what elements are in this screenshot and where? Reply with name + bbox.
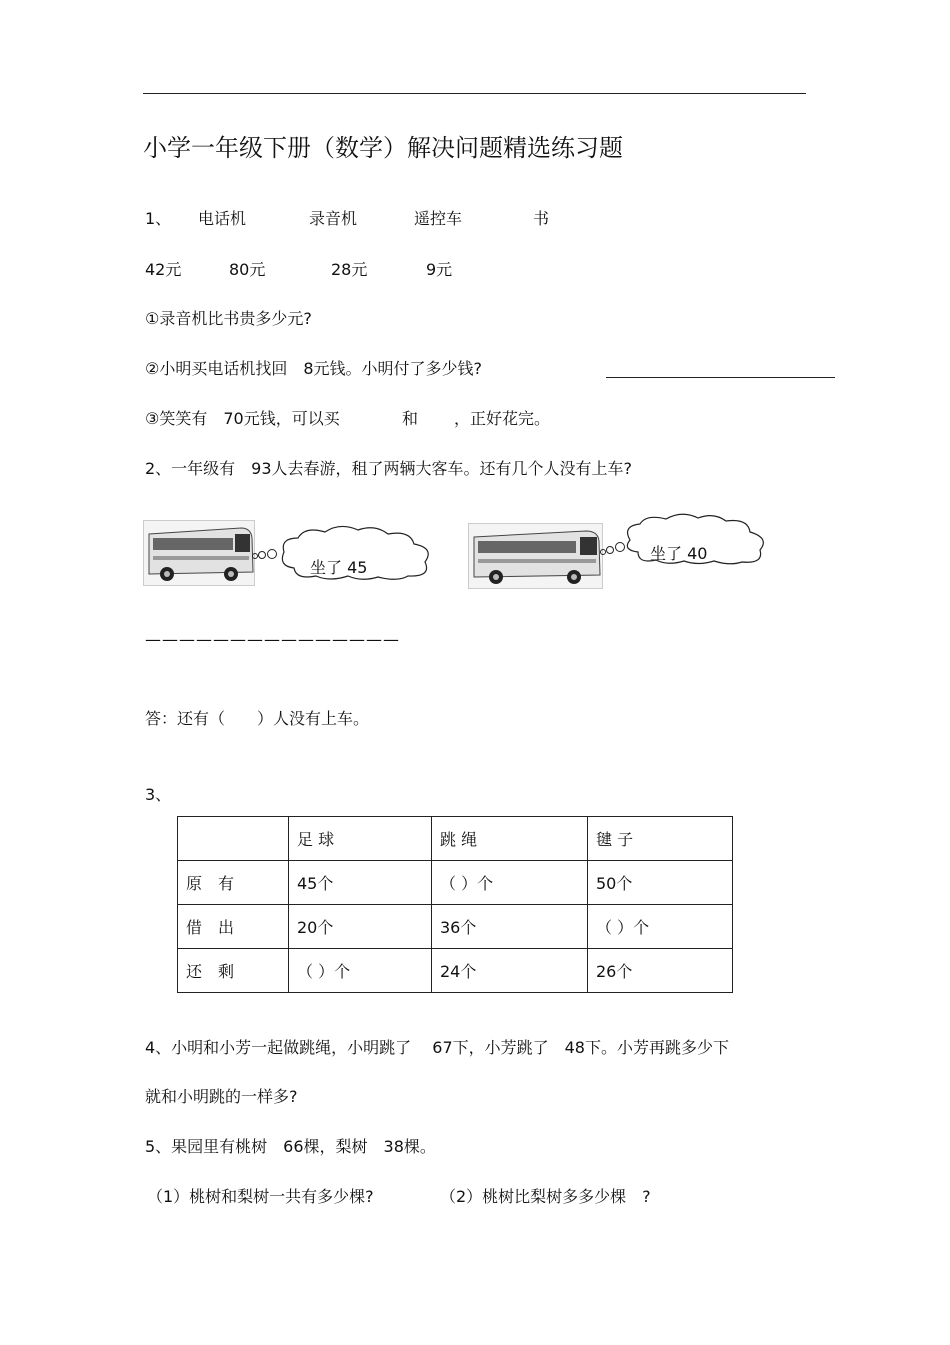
- q5-sub2: （2）桃树比梨树多多少棵 ?: [440, 1187, 651, 1206]
- q1-item-phone: 电话机: [198, 209, 247, 228]
- table-cell: [178, 817, 289, 861]
- q2-text: 2、一年级有 93人去春游，租了两辆大客车。还有几个人没有上车?: [145, 459, 633, 478]
- top-rule: [143, 93, 806, 94]
- q1-price-phone: 42元: [145, 260, 182, 279]
- table-row-label: 借 出: [178, 905, 289, 949]
- q1-sub3-b: 和: [402, 409, 419, 428]
- q1-price-book: 9元: [426, 260, 453, 279]
- table-row: [178, 905, 733, 949]
- bus1-label: 坐了 45: [310, 558, 368, 577]
- table-cell: 36个: [432, 905, 588, 949]
- q1-number: 1、: [145, 209, 172, 228]
- table-cell: 24个: [432, 949, 588, 993]
- table-cell: 45个: [289, 861, 432, 905]
- table-header-shuttlecock: 毽 子: [588, 817, 733, 861]
- table-header-jump-rope: 跳 绳: [432, 817, 588, 861]
- q3-table: [177, 816, 733, 993]
- table-row-label: 原 有: [178, 861, 289, 905]
- q2-answer: 答：还有（ ）人没有上车。: [145, 709, 370, 728]
- table-cell: 50个: [588, 861, 733, 905]
- table-row-label: 还 剩: [178, 949, 289, 993]
- table-row: [178, 861, 733, 905]
- table-header-football: 足 球: [289, 817, 432, 861]
- table-cell: 20个: [289, 905, 432, 949]
- bus2-label: 坐了 40: [650, 544, 708, 563]
- q1-item-book: 书: [533, 209, 550, 228]
- q1-sub3-c: ，正好花完。: [454, 409, 551, 428]
- q1-item-recorder: 录音机: [309, 209, 358, 228]
- table-cell: 26个: [588, 949, 733, 993]
- bus-icon: [468, 523, 603, 589]
- q1-item-rc-car: 遥控车: [414, 209, 463, 228]
- table-cell: （ ）个: [588, 905, 733, 949]
- q1-price-recorder: 80元: [229, 260, 266, 279]
- table-row: [178, 949, 733, 993]
- q1-sub2: ②小明买电话机找回 8元钱。小明付了多少钱?: [145, 359, 483, 378]
- page-title: 小学一年级下册（数学）解决问题精选练习题: [143, 134, 623, 162]
- q2-answer-dashes: ———————————————: [145, 630, 400, 649]
- q1-price-rc-car: 28元: [331, 260, 368, 279]
- q4-line2: 就和小明跳的一样多?: [145, 1087, 298, 1106]
- q1-sub3-a: ③笑笑有 70元钱，可以买: [145, 409, 340, 428]
- table-cell: （ ）个: [432, 861, 588, 905]
- q3-number: 3、: [145, 785, 172, 804]
- q1-sub1: ①录音机比书贵多少元?: [145, 309, 312, 328]
- q4-line1: 4、小明和小芳一起做跳绳，小明跳了 67下，小芳跳了 48下。小芳再跳多少下: [145, 1038, 729, 1057]
- q5-sub1: （1）桃树和梨树一共有多少棵?: [147, 1187, 374, 1206]
- bus-icon: [143, 520, 255, 586]
- table-header-row: [178, 817, 733, 861]
- q1-answer-line: [606, 377, 835, 378]
- table-cell: （ ）个: [289, 949, 432, 993]
- q5-line1: 5、果园里有桃树 66棵，梨树 38棵。: [145, 1137, 436, 1156]
